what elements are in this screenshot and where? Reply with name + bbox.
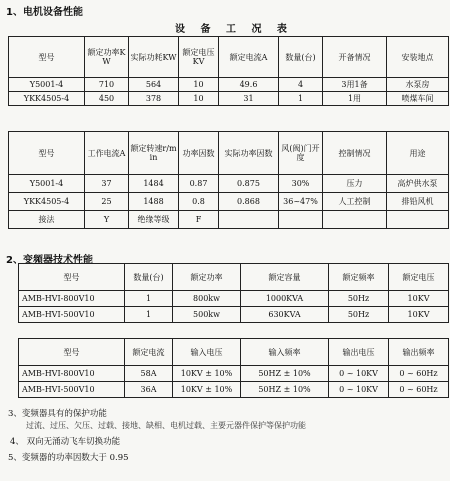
table-cell: 0.8 [179, 193, 219, 211]
table-cell: 1484 [129, 175, 179, 193]
table-cell: 50HZ ± 10% [241, 366, 329, 382]
table-cell [279, 211, 323, 229]
motor-detail-table [8, 131, 449, 229]
table-cell [323, 211, 387, 229]
column-header: 用途 [387, 132, 449, 175]
column-header: 输出电压 [329, 339, 389, 366]
column-header: 型号 [19, 339, 125, 366]
header-row [19, 264, 449, 291]
table-cell: 50Hz [329, 307, 389, 323]
table-cell: 564 [129, 78, 179, 92]
table-cell: 1488 [129, 193, 179, 211]
column-header: 输入电压 [173, 339, 241, 366]
table-cell: 10KV ± 10% [173, 366, 241, 382]
table-cell: 36A [125, 382, 173, 398]
table-cell: 水泵房 [387, 78, 449, 92]
table-cell: Y [85, 211, 129, 229]
table-row [9, 175, 449, 193]
column-header: 实际功率因数 [219, 132, 279, 175]
table-cell [219, 211, 279, 229]
power-factor-text: 5、变频器的功率因数大于 0.95 [8, 453, 129, 463]
section-vfd-title: 2、变频器技术性能 [6, 255, 93, 266]
protect-title: 3、变频器具有的保护功能 [8, 409, 107, 419]
column-header: 开备情况 [323, 37, 387, 78]
table-cell: 压力 [323, 175, 387, 193]
column-header: 额定电压 [389, 264, 449, 291]
table-row [9, 211, 449, 229]
table-cell: 378 [129, 92, 179, 106]
table-cell: 0.875 [219, 175, 279, 193]
table-cell: Y5001-4 [9, 175, 85, 193]
table-cell: 1用 [323, 92, 387, 106]
table-cell: 1 [125, 307, 173, 323]
table-cell: 人工控制 [323, 193, 387, 211]
protect-list: 过流、过压、欠压、过载、接地、缺相、电机过载、主要元器件保护等保护功能 [26, 421, 306, 430]
table-cell: 1 [279, 92, 323, 106]
column-header: 额定电流 [125, 339, 173, 366]
table-cell: 630KVA [241, 307, 329, 323]
table-cell: 50Hz [329, 291, 389, 307]
column-header: 数量(台) [279, 37, 323, 78]
table-cell: 800kw [173, 291, 241, 307]
table-cell: 450 [85, 92, 129, 106]
bypass-text: 4、 双向无涌动飞车切换功能 [10, 437, 121, 447]
column-header: 额定容量 [241, 264, 329, 291]
table-cell: AMB-HVI-500V10 [19, 382, 125, 398]
column-header: 输出频率 [389, 339, 449, 366]
column-header: 额定频率 [329, 264, 389, 291]
column-header: 额定功率KW [85, 37, 129, 78]
section-motor-title: 1、电机设备性能 [6, 7, 83, 18]
table-cell: YKK4505-4 [9, 92, 85, 106]
table-row [19, 307, 449, 323]
table-cell: 10 [179, 92, 219, 106]
table-cell: 50HZ ± 10% [241, 382, 329, 398]
table-cell: 1000KVA [241, 291, 329, 307]
column-header: 数量(台) [125, 264, 173, 291]
table-cell: 49.6 [219, 78, 279, 92]
table-row [19, 382, 449, 398]
column-header: 功率因数 [179, 132, 219, 175]
table-cell: 37 [85, 175, 129, 193]
table-row [19, 291, 449, 307]
column-header: 额定转速r/min [129, 132, 179, 175]
table-cell: AMB-HVI-500V10 [19, 307, 125, 323]
table-cell: 25 [85, 193, 129, 211]
header-row [19, 339, 449, 366]
table-cell: 喷煤车间 [387, 92, 449, 106]
table-cell: 高炉供水泵 [387, 175, 449, 193]
table-row [9, 78, 449, 92]
table-cell: 58A [125, 366, 173, 382]
table-cell [387, 211, 449, 229]
table-cell: AMB-HVI-800V10 [19, 291, 125, 307]
table-cell: 0.868 [219, 193, 279, 211]
column-header: 工作电流A [85, 132, 129, 175]
table-cell: 500kw [173, 307, 241, 323]
table-row [9, 193, 449, 211]
column-header: 输入频率 [241, 339, 329, 366]
vfd-spec-table [18, 263, 449, 323]
table-cell: 0 ~ 10KV [329, 382, 389, 398]
table-cell: F [179, 211, 219, 229]
table-cell: 710 [85, 78, 129, 92]
table-cell: 30% [279, 175, 323, 193]
column-header: 风(阀)门开度 [279, 132, 323, 175]
table-cell: YKK4505-4 [9, 193, 85, 211]
table-cell: 4 [279, 78, 323, 92]
table-cell: 排铅风机 [387, 193, 449, 211]
table-cell: Y5001-4 [9, 78, 85, 92]
column-header: 安装地点 [387, 37, 449, 78]
column-header: 额定功率 [173, 264, 241, 291]
column-header: 控制情况 [323, 132, 387, 175]
table-cell: 1 [125, 291, 173, 307]
table-cell: 36~47% [279, 193, 323, 211]
table-cell: 0 ~ 60Hz [389, 366, 449, 382]
table-cell: 3用1备 [323, 78, 387, 92]
vfd-io-table [18, 338, 449, 398]
table1-caption: 设 备 工 况 表 [175, 24, 293, 35]
table-cell: 0 ~ 60Hz [389, 382, 449, 398]
table-cell: 绝缘等级 [129, 211, 179, 229]
table-cell: 10KV [389, 307, 449, 323]
equipment-table [8, 36, 449, 106]
column-header: 型号 [9, 132, 85, 175]
table-cell: 0.87 [179, 175, 219, 193]
table-cell: 0 ~ 10KV [329, 366, 389, 382]
table-cell: AMB-HVI-800V10 [19, 366, 125, 382]
table-cell: 10KV [389, 291, 449, 307]
column-header: 实际功耗KW [129, 37, 179, 78]
column-header: 额定电流A [219, 37, 279, 78]
column-header: 型号 [9, 37, 85, 78]
header-row [9, 132, 449, 175]
table-cell: 接法 [9, 211, 85, 229]
table-cell: 10 [179, 78, 219, 92]
column-header: 额定电压KV [179, 37, 219, 78]
table-row [19, 366, 449, 382]
table-row [9, 92, 449, 106]
header-row [9, 37, 449, 78]
table-cell: 31 [219, 92, 279, 106]
column-header: 型号 [19, 264, 125, 291]
table-cell: 10KV ± 10% [173, 382, 241, 398]
